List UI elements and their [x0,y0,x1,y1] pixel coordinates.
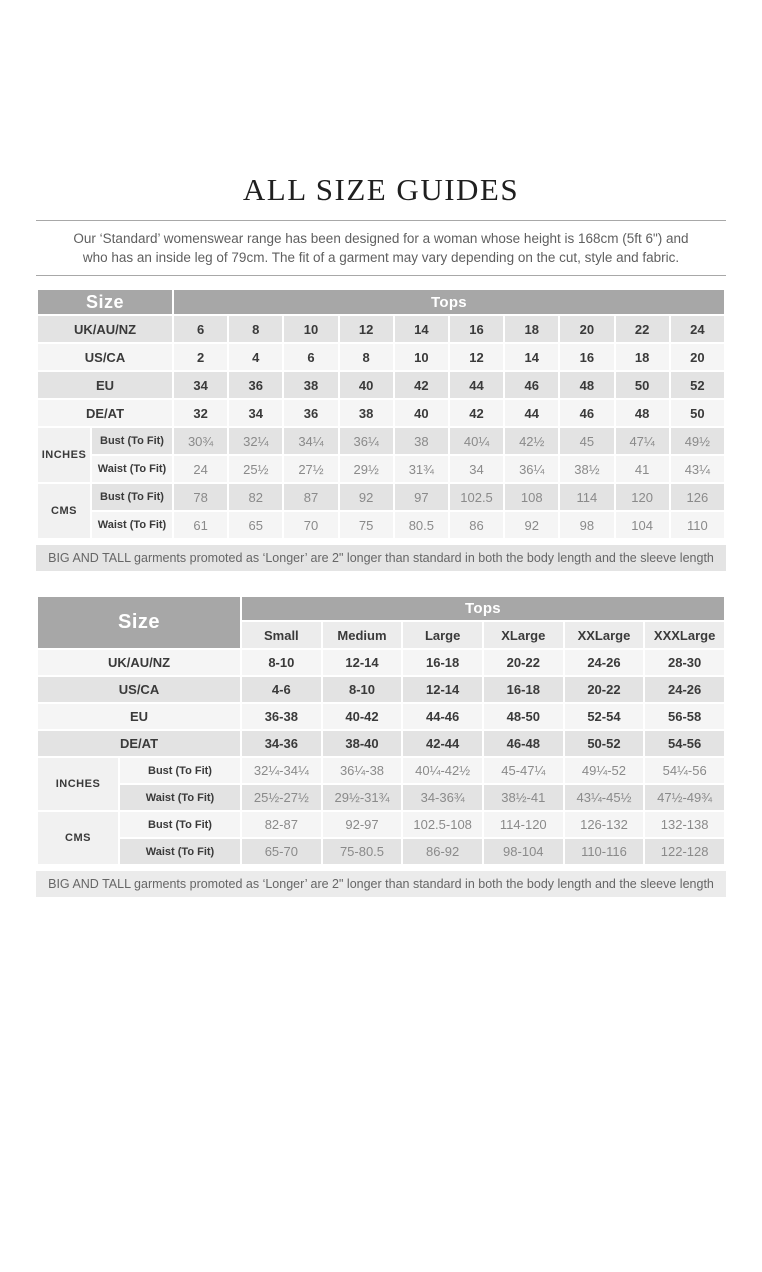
size-value: 20-22 [564,676,645,703]
column-header-large: Large [402,621,483,649]
measure-value: 36¼-38 [322,757,403,784]
divider-top [36,220,726,221]
big-and-tall-note: BIG AND TALL garments promoted as ‘Longer’ are 2" longer than standard in both the body length and the sleeve length [36,871,726,897]
size-corner-header: Size [37,596,241,649]
size-value: 24-26 [564,649,645,676]
measure-group-label: CMS [37,811,119,865]
measure-value: 34¼ [283,427,338,455]
size-value: 8 [228,315,283,343]
measure-value: 114 [559,483,614,511]
size-corner-header: Size [37,289,173,315]
size-value: 48 [615,399,670,427]
measure-group-label: INCHES [37,427,91,483]
size-value: 42 [394,371,449,399]
measure-value: 75-80.5 [322,838,403,865]
measure-value: 65 [228,511,283,539]
size-value: 12 [339,315,394,343]
measure-value: 86 [449,511,504,539]
measure-value: 41 [615,455,670,483]
measure-value: 34-36¾ [402,784,483,811]
measure-value: 82 [228,483,283,511]
size-value: 2 [173,343,228,371]
size-value: 22 [615,315,670,343]
measure-group-label: CMS [37,483,91,539]
measure-value: 36¼ [504,455,559,483]
measure-value: 132-138 [644,811,725,838]
size-value: 12-14 [402,676,483,703]
size-value: 8-10 [241,649,322,676]
size-row-label: US/CA [37,343,173,371]
size-row-label: US/CA [37,676,241,703]
size-value: 18 [504,315,559,343]
size-value: 14 [394,315,449,343]
measure-value: 29½-31¾ [322,784,403,811]
measure-row-label: Bust (To Fit) [91,427,173,455]
size-table-2 [36,595,726,866]
measure-group-label: INCHES [37,757,119,811]
measure-row-label: Waist (To Fit) [91,455,173,483]
big-and-tall-note: BIG AND TALL garments promoted as ‘Longer’ are 2" longer than standard in both the body length and the sleeve length [36,545,726,571]
measure-value: 110-116 [564,838,645,865]
measure-value: 38 [394,427,449,455]
measure-value: 49½ [670,427,725,455]
size-value: 36-38 [241,703,322,730]
measure-value: 34 [449,455,504,483]
measure-value: 126 [670,483,725,511]
size-value: 34-36 [241,730,322,757]
measure-value: 82-87 [241,811,322,838]
measure-value: 80.5 [394,511,449,539]
size-value: 8 [339,343,394,371]
size-value: 44 [449,371,504,399]
measure-value: 43¼ [670,455,725,483]
page-title: ALL SIZE GUIDES [242,172,520,207]
size-value: 20 [559,315,614,343]
column-header-xlarge: XLarge [483,621,564,649]
measure-value: 104 [615,511,670,539]
measure-value: 38½ [559,455,614,483]
size-value: 24 [670,315,725,343]
size-value: 56-58 [644,703,725,730]
size-value: 32 [173,399,228,427]
tops-group-header: Tops [173,289,725,315]
measure-value: 24 [173,455,228,483]
size-value: 8-10 [322,676,403,703]
size-value: 52 [670,371,725,399]
size-value: 10 [394,343,449,371]
size-row-label: DE/AT [37,730,241,757]
size-value: 34 [173,371,228,399]
measure-value: 30¾ [173,427,228,455]
measure-value: 38½-41 [483,784,564,811]
measure-value: 32¼-34¼ [241,757,322,784]
size-value: 6 [173,315,228,343]
size-value: 38 [339,399,394,427]
measure-value: 25½ [228,455,283,483]
size-value: 52-54 [564,703,645,730]
size-value: 40 [339,371,394,399]
size-value: 36 [228,371,283,399]
size-value: 4 [228,343,283,371]
size-value: 18 [615,343,670,371]
measure-value: 70 [283,511,338,539]
size-value: 16-18 [483,676,564,703]
size-value: 48 [559,371,614,399]
size-value: 54-56 [644,730,725,757]
size-value: 20-22 [483,649,564,676]
size-value: 40 [394,399,449,427]
measure-value: 122-128 [644,838,725,865]
measure-value: 49¼-52 [564,757,645,784]
measure-value: 32¼ [228,427,283,455]
measure-value: 31¾ [394,455,449,483]
measure-value: 78 [173,483,228,511]
measure-value: 92 [339,483,394,511]
size-value: 34 [228,399,283,427]
measure-value: 97 [394,483,449,511]
size-value: 12 [449,343,504,371]
size-value: 50 [670,399,725,427]
size-value: 24-26 [644,676,725,703]
measure-value: 43¼-45½ [564,784,645,811]
size-guide-page [36,172,726,897]
size-value: 4-6 [241,676,322,703]
measure-value: 27½ [283,455,338,483]
measure-value: 110 [670,511,725,539]
measure-value: 102.5 [449,483,504,511]
size-value: 28-30 [644,649,725,676]
measure-value: 40¼ [449,427,504,455]
measure-value: 42½ [504,427,559,455]
measure-value: 108 [504,483,559,511]
intro-text [36,229,726,267]
column-header-xxlarge: XXLarge [564,621,645,649]
measure-value: 61 [173,511,228,539]
size-row-label: EU [37,371,173,399]
measure-value: 36¼ [339,427,394,455]
measure-value: 54¼-56 [644,757,725,784]
size-value: 44 [504,399,559,427]
size-value: 16 [449,315,504,343]
measure-value: 92-97 [322,811,403,838]
size-value: 10 [283,315,338,343]
size-value: 50 [615,371,670,399]
size-value: 46 [504,371,559,399]
size-value: 48-50 [483,703,564,730]
measure-value: 87 [283,483,338,511]
measure-value: 75 [339,511,394,539]
measure-row-label: Bust (To Fit) [91,483,173,511]
measure-value: 126-132 [564,811,645,838]
measure-value: 47½-49¾ [644,784,725,811]
size-value: 50-52 [564,730,645,757]
size-value: 46-48 [483,730,564,757]
size-value: 38 [283,371,338,399]
size-value: 38-40 [322,730,403,757]
divider-bottom [36,275,726,276]
measure-row-label: Waist (To Fit) [119,784,241,811]
measure-row-label: Waist (To Fit) [119,838,241,865]
column-header-medium: Medium [322,621,403,649]
column-header-xxxlarge: XXXLarge [644,621,725,649]
size-value: 40-42 [322,703,403,730]
size-value: 46 [559,399,614,427]
measure-value: 120 [615,483,670,511]
measure-value: 98-104 [483,838,564,865]
measure-value: 102.5-108 [402,811,483,838]
measure-value: 114-120 [483,811,564,838]
size-value: 36 [283,399,338,427]
measure-value: 65-70 [241,838,322,865]
size-guide-table-block [36,288,726,571]
size-value: 42-44 [402,730,483,757]
measure-value: 25½-27½ [241,784,322,811]
intro-line-1: Our ‘Standard’ womenswear range has been designed for a woman whose height is 168cm (5ft 6") and [73,231,689,246]
measure-row-label: Waist (To Fit) [91,511,173,539]
measure-value: 29½ [339,455,394,483]
measure-value: 47¼ [615,427,670,455]
measure-row-label: Bust (To Fit) [119,757,241,784]
size-row-label: UK/AU/NZ [37,649,241,676]
size-value: 12-14 [322,649,403,676]
size-row-label: EU [37,703,241,730]
size-value: 16-18 [402,649,483,676]
intro-line-2: who has an inside leg of 79cm. The fit of a garment may vary depending on the cut, style and fabric. [82,250,680,265]
measure-value: 98 [559,511,614,539]
size-guide-table-block [36,595,726,897]
size-table-1 [36,288,726,540]
size-tables-container [36,288,726,897]
tops-group-header: Tops [241,596,725,621]
size-value: 44-46 [402,703,483,730]
size-row-label: DE/AT [37,399,173,427]
measure-value: 92 [504,511,559,539]
measure-value: 86-92 [402,838,483,865]
size-row-label: UK/AU/NZ [37,315,173,343]
size-value: 6 [283,343,338,371]
column-header-small: Small [241,621,322,649]
measure-value: 45 [559,427,614,455]
measure-row-label: Bust (To Fit) [119,811,241,838]
measure-value: 45-47¼ [483,757,564,784]
size-value: 14 [504,343,559,371]
measure-value: 40¼-42½ [402,757,483,784]
size-value: 20 [670,343,725,371]
size-value: 16 [559,343,614,371]
size-value: 42 [449,399,504,427]
